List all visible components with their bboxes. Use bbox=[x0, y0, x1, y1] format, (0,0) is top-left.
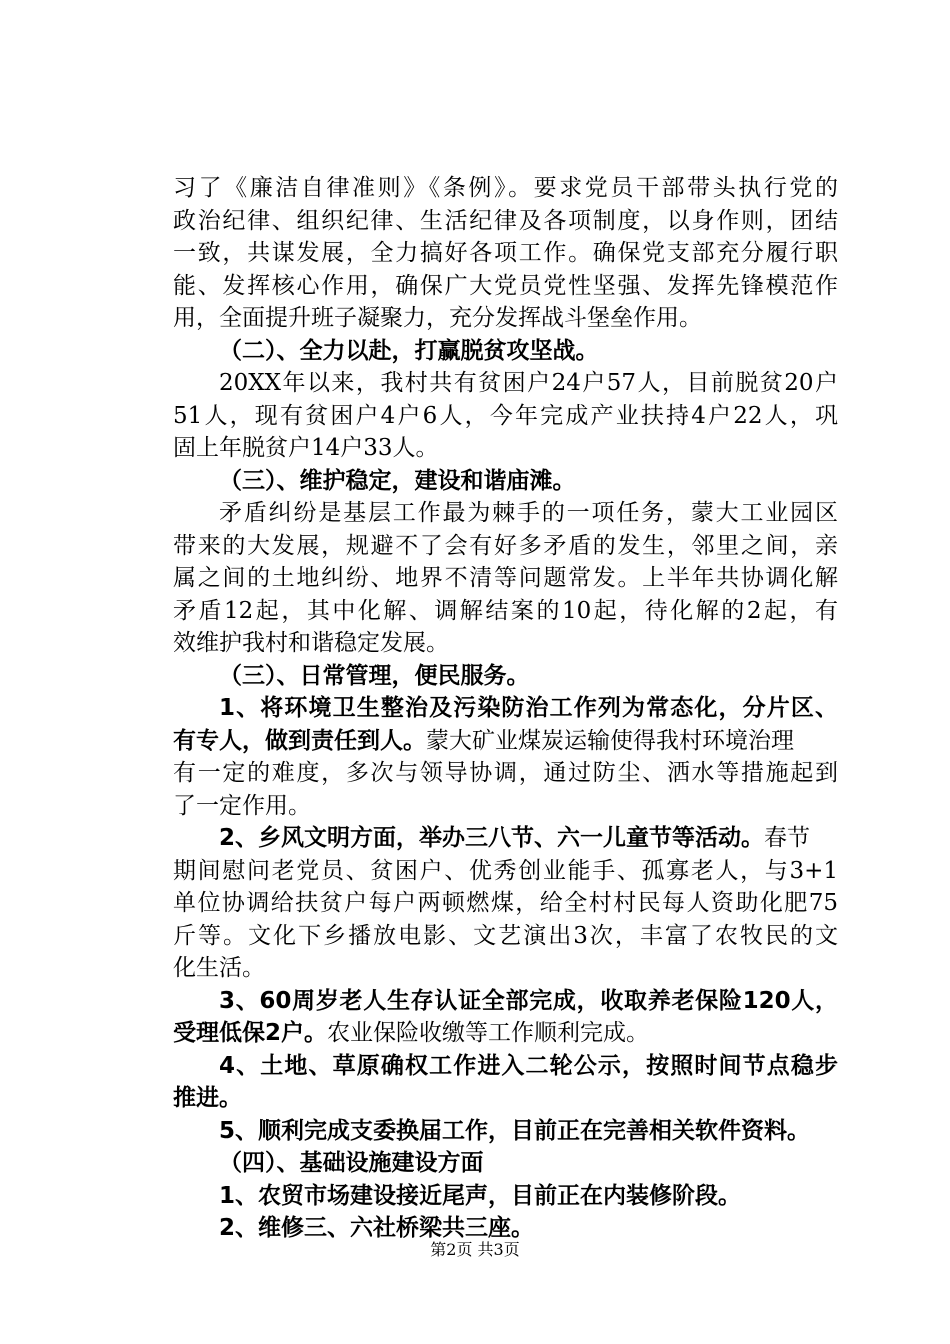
text-line: （三）、维护稳定，建设和谐庙滩。 bbox=[219, 467, 576, 494]
regular-text: 春节 bbox=[764, 825, 811, 851]
text-line bbox=[173, 1017, 838, 1050]
text-line: 矛盾12起，其中化解、调解结案的10起，待化解的2起，有 bbox=[173, 597, 838, 624]
text-line: 51人，现有贫困户4户6人，今年完成产业扶持4户22人，巩 bbox=[173, 402, 838, 429]
text-line: 1、农贸市场建设接近尾声，目前正在内装修阶段。 bbox=[219, 1182, 742, 1209]
bold-text: 有专人，做到责任到人。 bbox=[173, 727, 426, 754]
text-line: 属之间的土地纠纷、地界不清等问题常发。上半年共协调化解 bbox=[173, 565, 838, 591]
text-line: （四）、基础设施建设方面 bbox=[219, 1150, 484, 1176]
text-line: （三）、日常管理，便民服务。 bbox=[219, 662, 530, 689]
text-line: 一致，共谋发展，全力搞好各项工作。确保党支部充分履行职 bbox=[173, 240, 838, 266]
text-line bbox=[173, 822, 838, 855]
text-line: 矛盾纠纷是基层工作最为棘手的一项任务，蒙大工业园区 bbox=[219, 500, 838, 526]
text-line: 了一定作用。 bbox=[173, 792, 311, 819]
bold-text: 受理低保2户。 bbox=[173, 1020, 328, 1046]
text-line: 化生活。 bbox=[173, 955, 265, 981]
text-line: 单位协调给扶贫户每户两顿燃煤，给全村村民每人资助化肥75 bbox=[173, 890, 838, 916]
regular-text: 农业保险收缴等工作顺利完成。 bbox=[327, 1020, 650, 1046]
text-line: 效维护我村和谐稳定发展。 bbox=[173, 630, 449, 656]
text-line: 用，全面提升班子凝聚力，充分发挥战斗堡垒作用。 bbox=[173, 305, 702, 331]
text-line: 1、将环境卫生整治及污染防治工作列为常态化，分片区、 bbox=[219, 695, 838, 721]
bold-text: 2、乡风文明方面，举办三八节、六一儿童节等活动。 bbox=[219, 825, 765, 851]
text-line: 斤等。文化下乡播放电影、文艺演出3次，丰富了农牧民的文 bbox=[173, 922, 838, 949]
text-line: 能、发挥核心作用，确保广大党员党性坚强、发挥先锋模范作 bbox=[173, 272, 838, 299]
text-line: （二）、全力以赴，打赢脱贫攻坚战。 bbox=[219, 337, 599, 364]
page-footer: 第2页 共3页 bbox=[430, 1240, 520, 1259]
regular-text: 蒙大矿业煤炭运输使得我村环境治理 bbox=[426, 727, 794, 754]
text-line: 带来的大发展，规避不了会有好多矛盾的发生，邻里之间，亲 bbox=[173, 532, 838, 559]
text-line: 习了《廉洁自律准则》《条例》。要求党员干部带头执行党的 bbox=[173, 175, 838, 201]
document-body bbox=[173, 172, 838, 1245]
text-line: 3、60周岁老人生存认证全部完成，收取养老保险120人， bbox=[219, 987, 838, 1014]
text-line: 推进。 bbox=[173, 1085, 242, 1111]
text-line: 4、土地、草原确权工作进入二轮公示，按照时间节点稳步 bbox=[219, 1052, 838, 1079]
text-line: 2、维修三、六社桥梁共三座。 bbox=[219, 1215, 535, 1241]
text-line: 期间慰问老党员、贫困户、优秀创业能手、孤寡老人，与3+1 bbox=[173, 857, 838, 884]
text-line: 固上年脱贫户14户33人。 bbox=[173, 435, 439, 461]
text-line: 5、顺利完成支委换届工作，目前正在完善相关软件资料。 bbox=[219, 1117, 811, 1144]
text-line: 有一定的难度，多次与领导协调，通过防尘、洒水等措施起到 bbox=[173, 760, 838, 786]
text-line: 20XX年以来，我村共有贫困户24户57人，目前脱贫20户 bbox=[219, 370, 838, 396]
text-line: 政治纪律、组织纪律、生活纪律及各项制度，以身作则，团结 bbox=[173, 207, 838, 234]
text-line bbox=[173, 725, 838, 758]
